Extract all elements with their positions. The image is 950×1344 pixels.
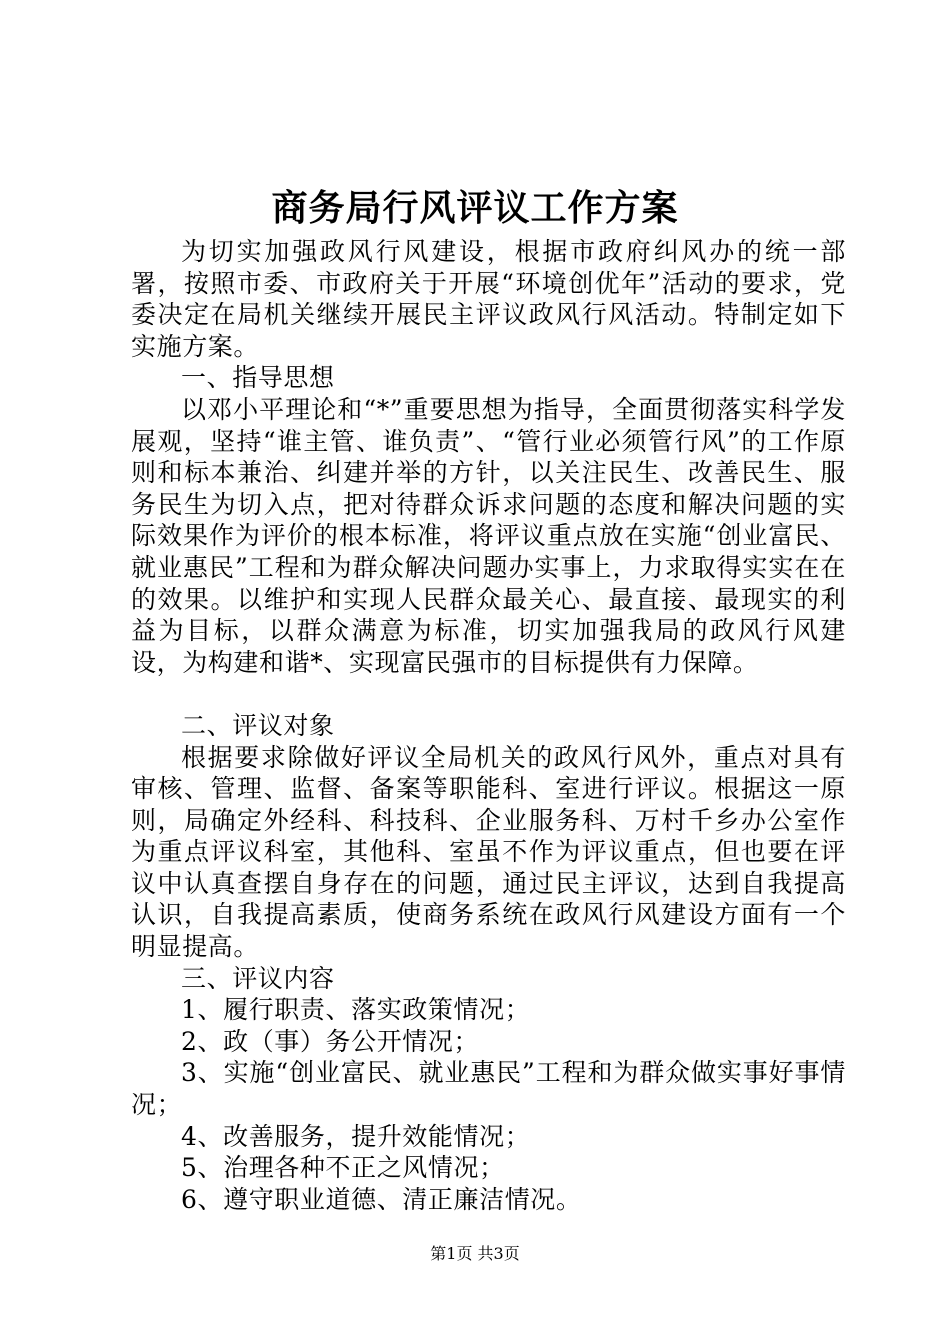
paragraph-evaluation-targets: 根据要求除做好评议全局机关的政风行风外，重点对具有审核、管理、监督、备案等职能科、室进行评议。根据这一原则，局确定外经科、科技科、企业服务科、万村千乡办公室作为重点评议科室，其他科、室虽不作为评议重点，但也要在评议中认真查摆自身存在的问题，通过民主评议，达到自我提高认识，自我提高素质，使商务系统在政风行风建设方面有一个明显提高。 bbox=[131, 742, 846, 962]
list-item: 2、政（事）务公开情况； bbox=[181, 1026, 480, 1056]
list-item: 6、遵守职业道德、清正廉洁情况。 bbox=[181, 1184, 582, 1214]
paragraph-intro: 为切实加强政风行风建设，根据市政府纠风办的统一部署，按照市委、市政府关于开展“环境创优年”活动的要求，党委决定在局机关继续开展民主评议政风行风活动。特制定如下实施方案。 bbox=[131, 237, 846, 361]
document-body bbox=[131, 236, 846, 1215]
list-item: 1、履行职责、落实政策情况； bbox=[181, 995, 531, 1025]
section-heading-evaluation-content: 三、评议内容 bbox=[181, 963, 335, 993]
page-footer: 第1页 共3页 bbox=[430, 1244, 520, 1263]
paragraph-guiding-ideology: 以邓小平理论和“*”重要思想为指导，全面贯彻落实科学发展观，坚持“谁主管、谁负责”、“管行业必须管行风”的工作原则和标本兼治、纠建并举的方针，以关注民生、改善民生、服务民生为切入点，把对待群众诉求问题的态度和解决问题的实际效果作为评价的根本标准，将评议重点放在实施“创业富民、就业惠民”工程和为群众解决问题办实事上，力求取得实实在在的效果。以维护和实现人民群众最关心、最直接、最现实的利益为目标，以群众满意为标准，切实加强我局的政风行风建设，为构建和谐*、实现富民强市的目标提供有力保障。 bbox=[131, 394, 846, 677]
section-heading-guiding-ideology: 一、指导思想 bbox=[181, 363, 335, 393]
list-item: 5、治理各种不正之风情况； bbox=[181, 1153, 505, 1183]
list-item: 4、改善服务，提升效能情况； bbox=[181, 1121, 531, 1151]
document-title: 商务局行风评议工作方案 bbox=[271, 187, 679, 229]
section-heading-evaluation-targets: 二、评议对象 bbox=[181, 710, 335, 740]
list-item: 3、实施“创业富民、就业惠民”工程和为群众做实事好事情况； bbox=[131, 1058, 846, 1120]
blank-line bbox=[131, 678, 846, 710]
